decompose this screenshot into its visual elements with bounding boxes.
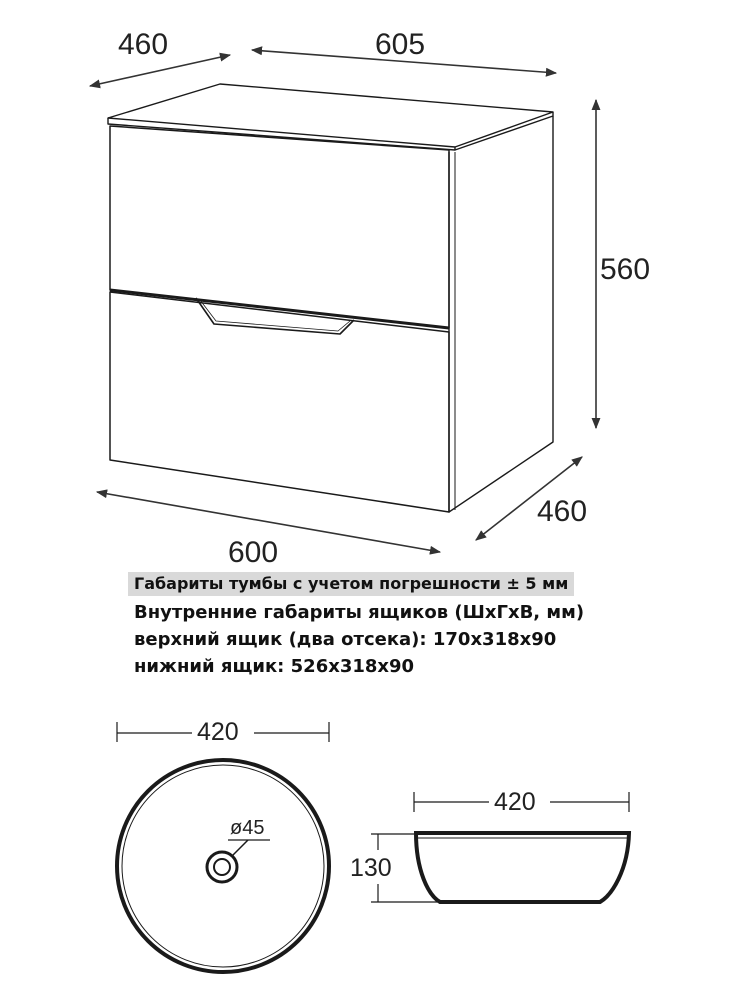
basin-inner-rim (122, 765, 324, 967)
cabinet-dimension-arrows (90, 50, 596, 552)
cabinet-depth-top-label: 460 (118, 28, 169, 61)
basin-top-view (117, 718, 329, 972)
drain-leader (232, 840, 248, 856)
cabinet-depth-bottom-label: 460 (537, 495, 588, 528)
cabinet-side-panel (449, 116, 553, 512)
drain-inner (214, 859, 230, 875)
cabinet-height-label: 560 (600, 253, 651, 286)
cabinet-width-bottom-label: 600 (228, 536, 279, 569)
tolerance-banner: Габариты тумбы с учетом погрешности ± 5 мм (128, 572, 574, 596)
lower-drawer-dims: нижний ящик: 526х318х90 (134, 656, 415, 677)
cabinet-notes (128, 572, 584, 677)
basin-height-label: 130 (350, 854, 392, 882)
drain-diameter-label: ø45 (230, 817, 265, 839)
cabinet-width-top-label: 605 (375, 28, 426, 61)
cabinet-top-surface (108, 84, 553, 147)
basin-side-width-label: 420 (494, 788, 536, 816)
basin-top-width-label: 420 (197, 718, 239, 746)
upper-drawer-dims: верхний ящик (два отсека): 170х318х90 (134, 629, 557, 650)
cabinet-drawing (108, 84, 553, 512)
lower-drawer-front (110, 292, 449, 512)
basin-side-profile (416, 833, 629, 902)
basin-outer-rim (117, 760, 329, 972)
inner-dims-title: Внутренние габариты ящиков (ШхГхВ, мм) (134, 602, 585, 623)
